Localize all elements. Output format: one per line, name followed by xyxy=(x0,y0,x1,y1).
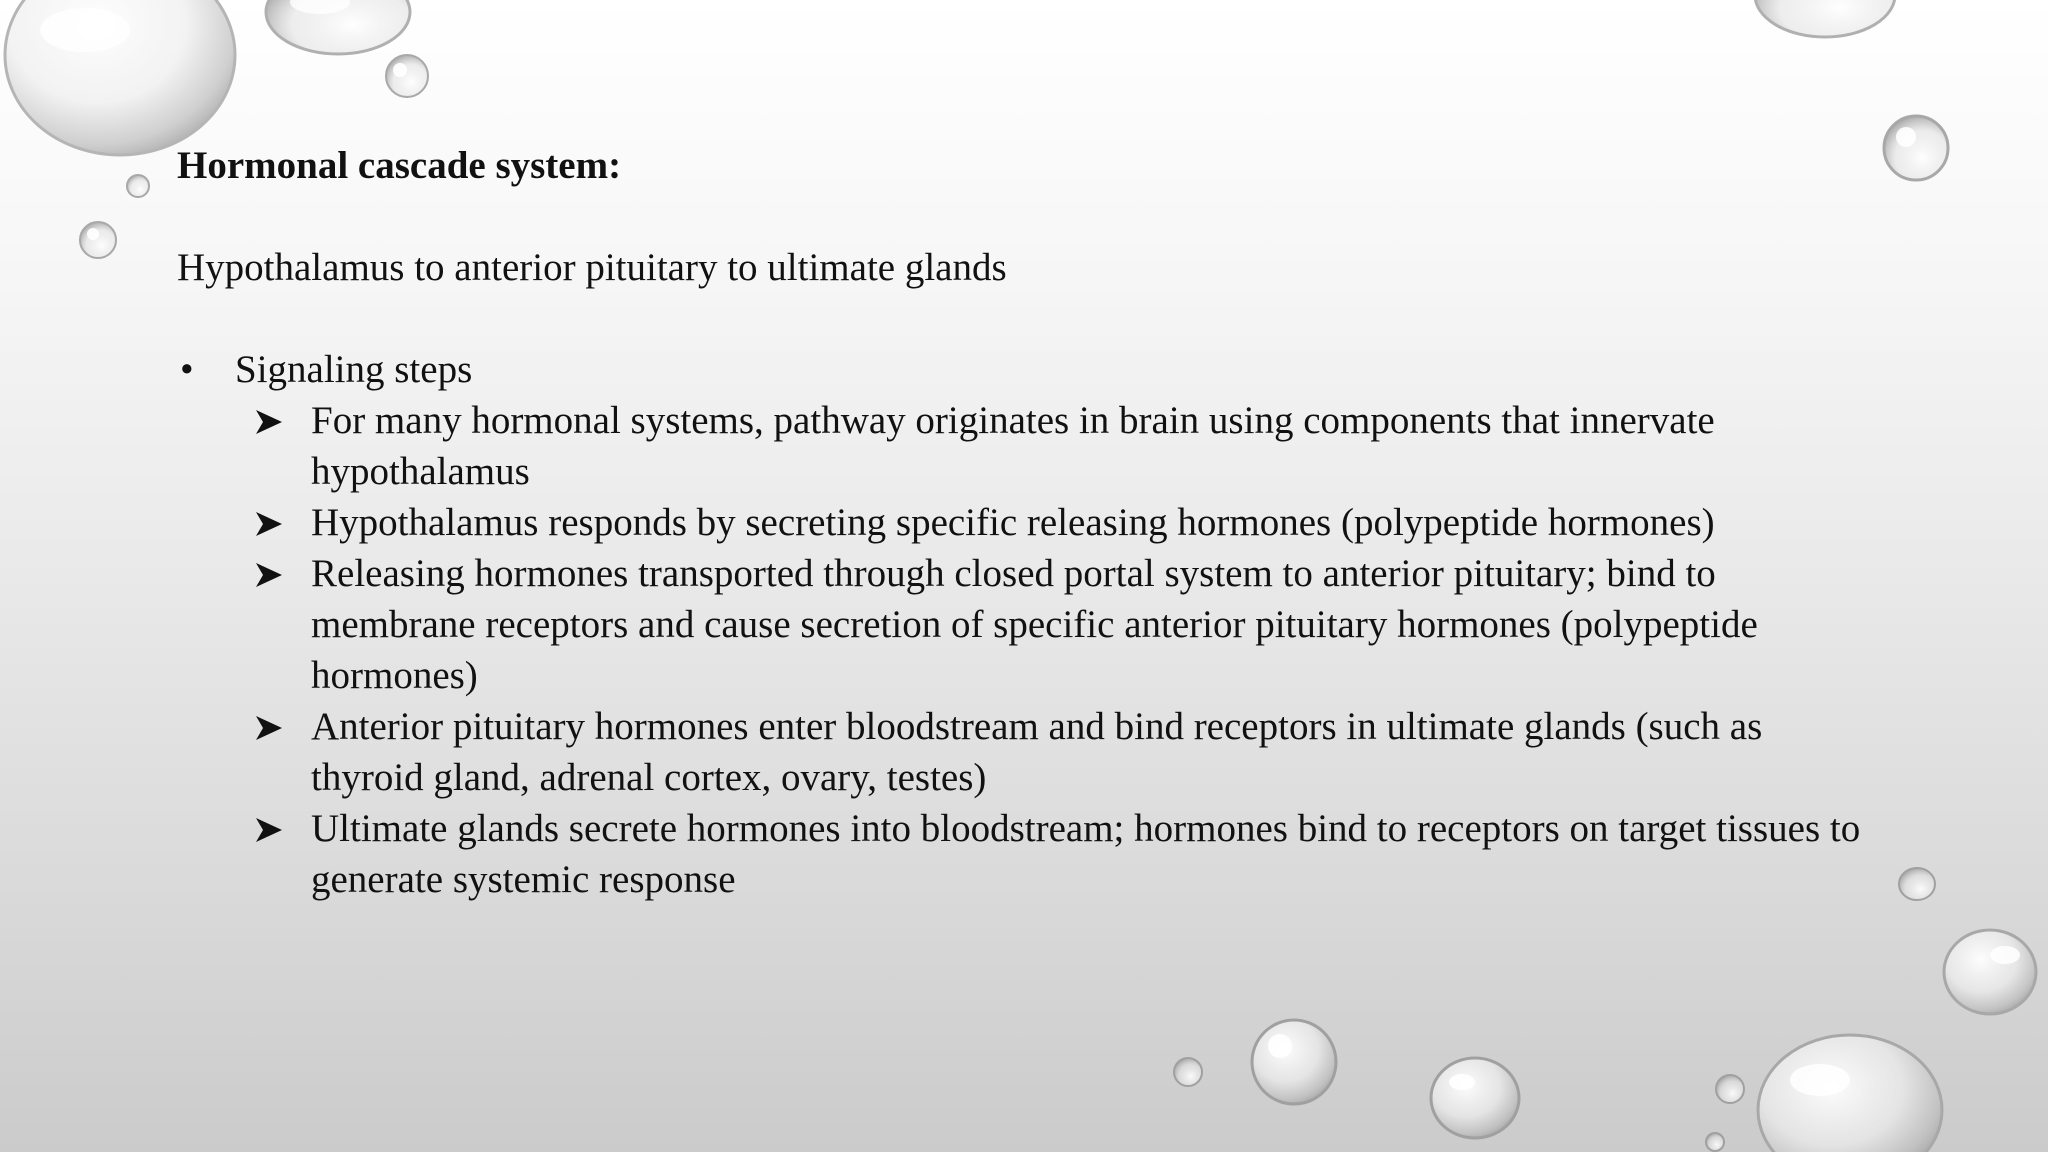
arrowhead-bullet-icon xyxy=(255,511,283,537)
arrowhead-bullet-icon xyxy=(255,562,283,588)
water-droplet-icon xyxy=(1174,1058,1202,1086)
bullet-dot-icon: • xyxy=(180,348,194,391)
water-droplet-icon xyxy=(1706,1133,1724,1151)
step-text: Anterior pituitary hormones enter bloodstream and bind receptors in ultimate glands (such as thyroid gland, adrenal cortex, ovary, testes) xyxy=(311,705,1763,799)
water-droplet-icon xyxy=(1758,1035,1942,1152)
bullet-label: Signaling steps xyxy=(235,348,473,391)
step-item xyxy=(177,548,1877,701)
water-droplet-icon xyxy=(1899,868,1935,900)
step-item xyxy=(177,803,1877,905)
step-item xyxy=(177,701,1877,803)
step-text: Hypothalamus responds by secreting specific releasing hormones (polypeptide hormones) xyxy=(311,501,1715,544)
slide-content xyxy=(177,140,1877,905)
arrowhead-bullet-icon xyxy=(255,817,283,843)
water-droplet-icon xyxy=(1431,1058,1519,1138)
water-droplet-icon xyxy=(127,175,149,197)
water-droplet-icon xyxy=(1716,1075,1744,1103)
step-item xyxy=(177,395,1877,497)
step-text: Releasing hormones transported through closed portal system to anterior pituitary; bind to membrane receptors and cause secretion of specific anterior pituitary hormones (polypeptide hormones) xyxy=(311,552,1758,697)
water-droplet-icon xyxy=(1755,0,1895,37)
spacer xyxy=(177,191,1877,242)
water-droplet-icon xyxy=(1252,1020,1336,1104)
water-droplet-icon xyxy=(1944,930,2036,1014)
arrowhead-bullet-icon xyxy=(255,409,283,435)
slide-subtitle: Hypothalamus to anterior pituitary to ultimate glands xyxy=(177,246,1007,289)
signaling-steps-list xyxy=(177,395,1877,905)
step-text: For many hormonal systems, pathway originates in brain using components that innervate hypothalamus xyxy=(311,399,1715,493)
step-text: Ultimate glands secrete hormones into bloodstream; hormones bind to receptors on target tissues to generate systemic response xyxy=(311,807,1861,901)
slide-title: Hormonal cascade system: xyxy=(177,144,622,187)
bullet-item xyxy=(177,344,1877,395)
water-droplet-icon xyxy=(80,222,116,258)
water-droplet-icon xyxy=(386,55,428,97)
step-item xyxy=(177,497,1877,548)
water-droplet-icon xyxy=(5,0,235,155)
water-droplet-icon xyxy=(1884,116,1948,180)
water-droplet-icon xyxy=(266,0,410,54)
arrowhead-bullet-icon xyxy=(255,715,283,741)
spacer xyxy=(177,293,1877,344)
